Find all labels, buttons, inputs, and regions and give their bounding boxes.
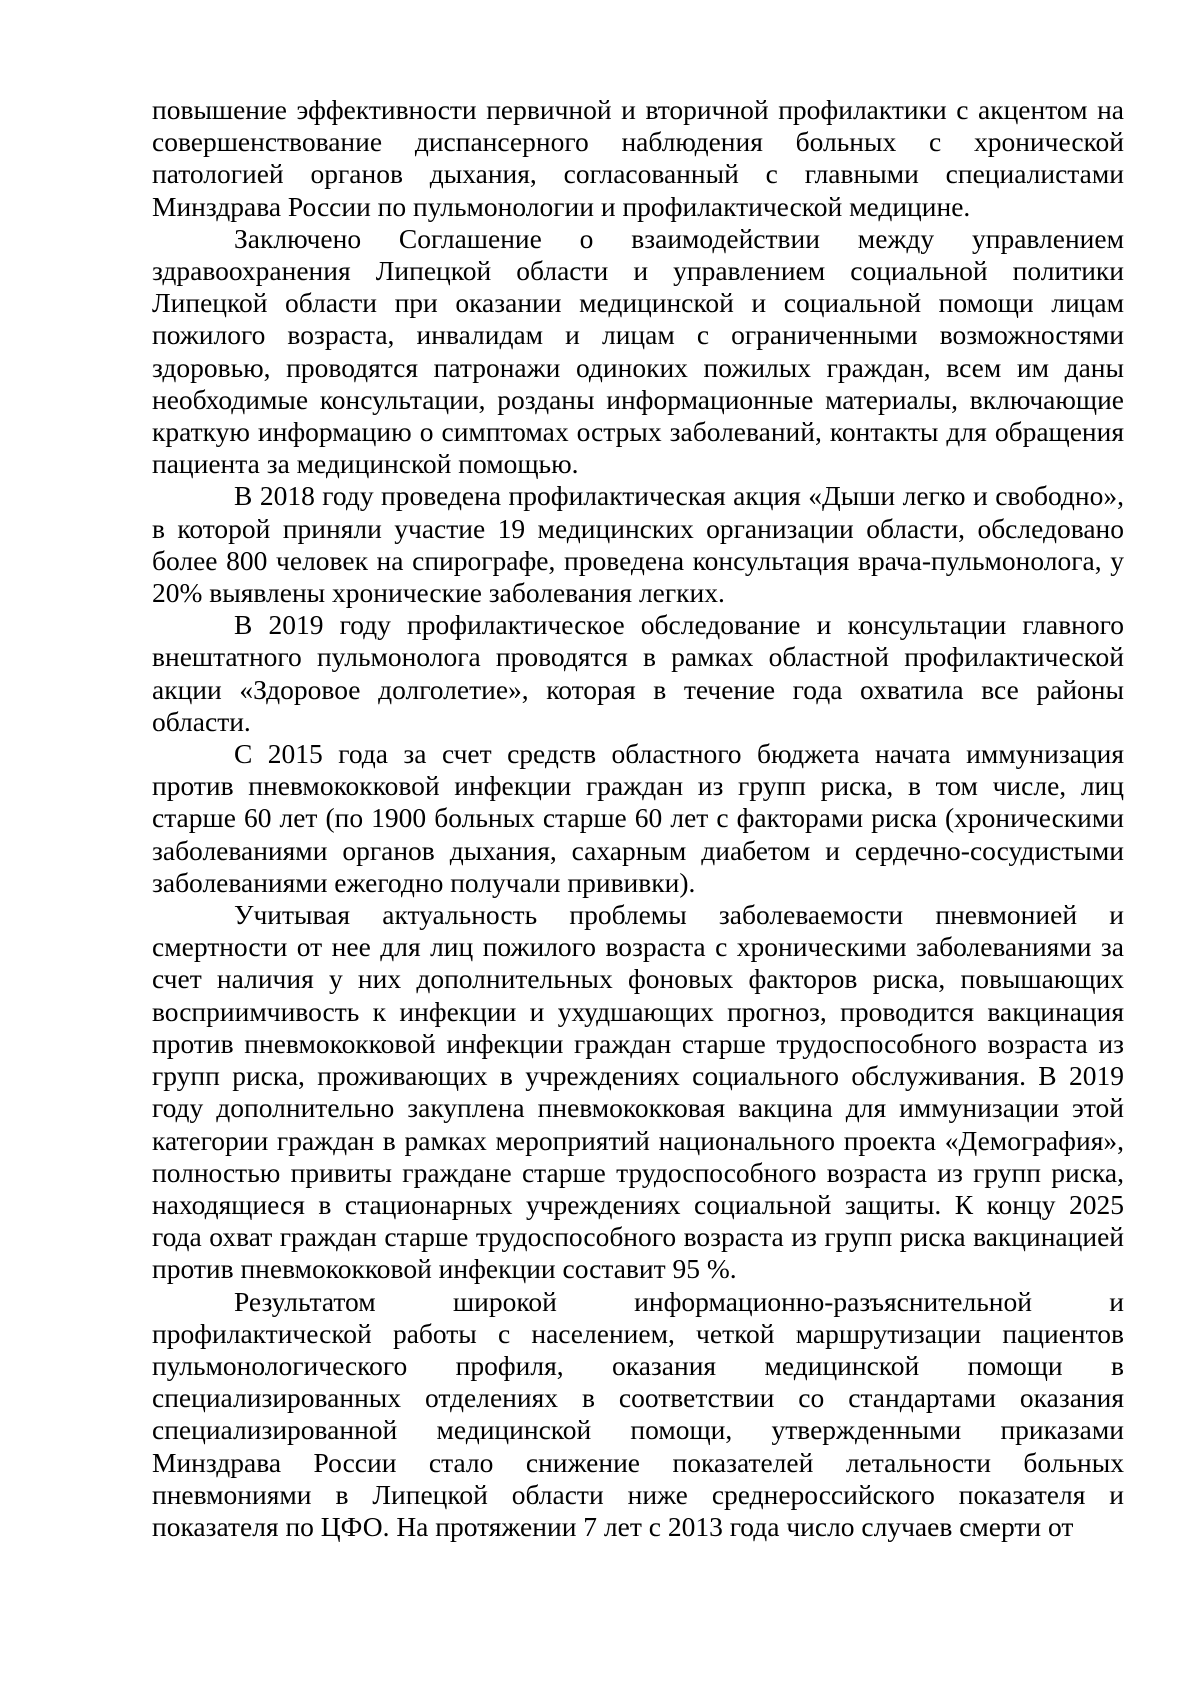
document-page bbox=[152, 94, 1124, 1543]
paragraph-mortality-results: Результатом широкой информационно-разъяснительной и профилактической работы с населением, четкой маршрутизации пациентов пульмонологического профиля, оказания медицинской помощи в специализированных отделениях в соответствии со стандартами оказания специализированной медицинской помощи, утвержденными приказами Минздрава России стало снижение показателей летальности больных пневмониями в Липецкой области ниже среднероссийского показателя и показателя по ЦФО. На протяжении 7 лет с 2013 года число случаев смерти от bbox=[152, 1285, 1124, 1542]
paragraph-vaccination-elderly: Учитывая актуальность проблемы заболеваемости пневмонией и смертности от нее для лиц пожилого возраста с хроническими заболеваниями за счет наличия у них дополнительных фоновых факторов риска, повышающих восприимчивость к инфекции и ухудшающих прогноз, проводится вакцинация против пневмококковой инфекции граждан старше трудоспособного возраста из групп риска, проживающих в учреждениях социального обслуживания. В 2019 году дополнительно закуплена пневмококковая вакцина для иммунизации этой категории граждан в рамках мероприятий национального проекта «Демография», полностью привиты граждане старше трудоспособного возраста из групп риска, находящиеся в стационарных учреждениях социальной защиты. К концу 2025 года охват граждан старше трудоспособного возраста из групп риска вакцинацией против пневмококковой инфекции составит 95 %. bbox=[152, 899, 1124, 1285]
paragraph-breathe-easy-campaign: В 2018 году проведена профилактическая акция «Дыши легко и свободно», в которой приняли участие 19 медицинских организации области, обследовано более 800 человек на спирографе, проведена консультация врача-пульмонолога, у 20% выявлены хронические заболевания легких. bbox=[152, 480, 1124, 609]
paragraph-immunization-2015: С 2015 года за счет средств областного бюджета начата иммунизация против пневмококковой инфекции граждан из групп риска, в том числе, лиц старше 60 лет (по 1900 больных старше 60 лет с факторами риска (хроническими заболеваниями органов дыхания, сахарным диабетом и сердечно-сосудистыми заболеваниями ежегодно получали прививки). bbox=[152, 738, 1124, 898]
paragraph-cooperation-agreement: Заключено Соглашение о взаимодействии между управлением здравоохранения Липецкой области и управлением социальной политики Липецкой области при оказании медицинской и социальной помощи лицам пожилого возраста, инвалидам и лицам с ограниченными возможностями здоровью, проводятся патронажи одиноких пожилых граждан, всем им даны необходимые консультации, розданы информационные материалы, включающие краткую информацию о симптомах острых заболеваний, контакты для обращения пациента за медицинской помощью. bbox=[152, 222, 1124, 480]
paragraph-prevention-continuation: повышение эффективности первичной и вторичной профилактики с акцентом на совершенствование диспансерного наблюдения больных с хронической патологией органов дыхания, согласованный с главными специалистами Минздрава России по пульмонологии и профилактической медицине. bbox=[152, 94, 1124, 222]
paragraph-healthy-longevity-campaign: В 2019 году профилактическое обследование и консультации главного внештатного пульмонолога проводятся в рамках областной профилактической акции «Здоровое долголетие», которая в течение года охватила все районы области. bbox=[152, 609, 1124, 737]
